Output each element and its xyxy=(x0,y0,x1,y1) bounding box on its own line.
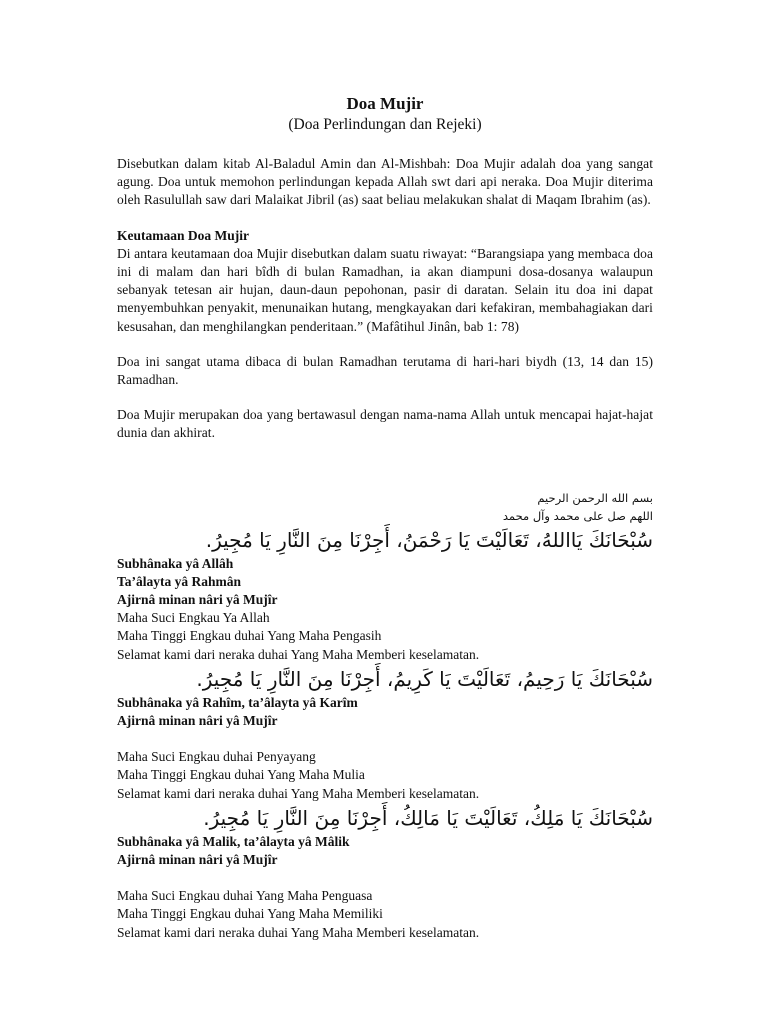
verse-transliteration: Ajirnâ minan nâri yâ Mujîr xyxy=(117,713,278,729)
document-subtitle: (Doa Perlindungan dan Rejeki) xyxy=(288,116,482,133)
verse-meaning: Maha Tinggi Engkau duhai Yang Maha Pengasih xyxy=(117,628,382,644)
tawasul-paragraph: Doa Mujir merupakan doa yang bertawasul dengan nama-nama Allah untuk mencapai hajat-hajat dunia dan akhirat. xyxy=(117,407,653,441)
intro-paragraph: Disebutkan dalam kitab Al-Baladul Amin dan Al-Mishbah: Doa Mujir adalah doa yang sangat agung. Doa untuk memohon perlindungan kepada Allah swt dari api neraka. Doa Mujir diterima oleh Rasulullah saw dari Malaikat Jibril (as) saat beliau melakukan shalat di Maqam Ibrahim (as). xyxy=(117,156,653,208)
verse-transliteration: Ta’âlayta yâ Rahmân xyxy=(117,573,242,589)
verse-transliteration: Subhânaka yâ Rahîm, ta’âlayta yâ Karîm xyxy=(117,694,358,710)
ramadhan-paragraph: Doa ini sangat utama dibaca di bulan Ramadhan terutama di hari-hari biydh (13, 14 dan 15) Ramadhan. xyxy=(117,353,653,388)
verse-block-2 xyxy=(117,664,653,803)
virtue-paragraph: Di antara keutamaan doa Mujir disebutkan dalam suatu riwayat: “Barangsiapa yang membaca doa ini di malam dan hari bîdh di bulan Ramadhan, ia akan diampuni dosa-dosanya walaupun sebanyak tetesan air hujan, daun-daun pepohonan, pasir di daratan. Selain itu doa ini dapat menyembuhkan penyakit, menunaikan hutang, mengkayakan dari kefakiran, membahagiakan dari kesusahan, dan menghilangkan penderitaan.” (Mafâtihul Jinân, bab 1: 78) xyxy=(117,245,653,334)
verse-meaning: Maha Suci Engkau duhai Penyayang xyxy=(117,749,316,765)
verse-meaning: Selamat kami dari neraka duhai Yang Maha Memberi keselamatan. xyxy=(117,924,480,940)
verse-arabic: سُبْحَانَكَ يَا رَحِيمُ، تَعَالَيْتَ يَا كَرِيمُ، أَجِرْنَا مِنَ النَّارِ يَا مُجِيرُ. xyxy=(196,666,653,691)
verse-arabic: سُبْحَانَكَ يَا مَلِكُ، تَعَالَيْتَ يَا مَالِكُ، أَجِرْنَا مِنَ النَّارِ يَا مُجِيرُ. xyxy=(203,805,653,830)
verse-meaning: Maha Suci Engkau duhai Yang Maha Penguasa xyxy=(117,888,373,904)
verse-meaning: Maha Tinggi Engkau duhai Yang Maha Mulia xyxy=(117,767,365,783)
verse-transliteration: Subhânaka yâ Allâh xyxy=(117,555,234,571)
verse-meaning: Maha Tinggi Engkau duhai Yang Maha Memiliki xyxy=(117,906,383,922)
basmala-line: بسم الله الرحمن الرحيم xyxy=(537,490,653,505)
document-page xyxy=(117,93,653,942)
section-spacer xyxy=(117,460,653,489)
verse-block-3 xyxy=(117,803,653,942)
verse-transliteration: Subhânaka yâ Malik, ta’âlayta yâ Mâlik xyxy=(117,833,350,849)
verse-arabic: سُبْحَانَكَ يَااللهُ، تَعَالَيْتَ يَا رَحْمَنُ، أَجِرْنَا مِنَ النَّارِ يَا مُجِيرُ. xyxy=(205,527,653,552)
verse-meaning: Selamat kami dari neraka duhai Yang Maha Memberi keselamatan. xyxy=(117,646,480,662)
verse-block-1 xyxy=(117,525,653,664)
verse-transliteration: Ajirnâ minan nâri yâ Mujîr xyxy=(117,852,278,868)
document-title: Doa Mujir xyxy=(346,94,424,113)
salawat-line: اللهم صل على محمد وآل محمد xyxy=(502,508,653,523)
verse-meaning: Selamat kami dari neraka duhai Yang Maha Memberi keselamatan. xyxy=(117,785,480,801)
verse-meaning: Maha Suci Engkau Ya Allah xyxy=(117,610,270,626)
virtue-heading: Keutamaan Doa Mujir xyxy=(117,227,249,243)
verse-transliteration: Ajirnâ minan nâri yâ Mujîr xyxy=(117,592,278,608)
